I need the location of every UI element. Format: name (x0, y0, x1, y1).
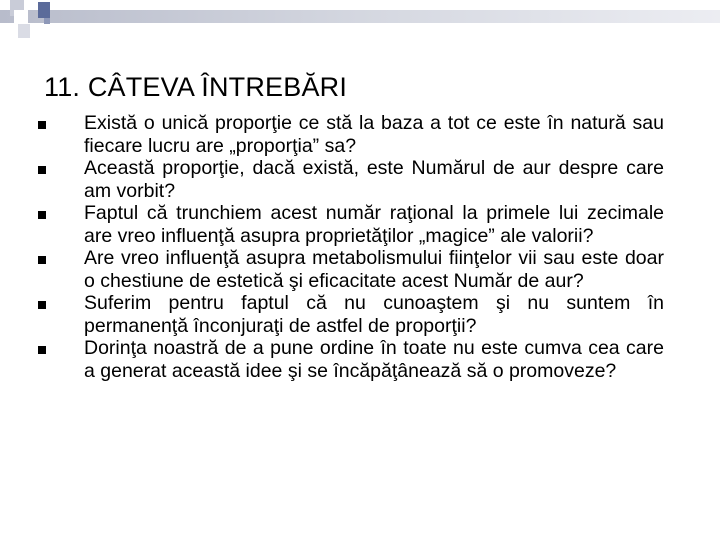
question-text: Există o unică proporţie ce stă la baza a tot ce este în natură sau fiecare lucru are „proporţia” sa? (84, 112, 664, 157)
question-item-4 (38, 247, 664, 292)
question-item-1 (38, 112, 664, 157)
question-list (38, 112, 664, 382)
question-item-2 (38, 157, 664, 202)
question-item-3 (38, 202, 664, 247)
slide-title: 11. CÂTEVA ÎNTREBĂRI (44, 72, 348, 102)
square-bullet-icon (38, 211, 46, 219)
square-bullet-icon (38, 346, 46, 354)
square-bullet-icon (38, 121, 46, 129)
question-text: Suferim pentru faptul că nu cunoaştem şi nu suntem în permanenţă înconjuraţi de astfel de proporţii? (84, 292, 664, 337)
square-bullet-icon (38, 301, 46, 309)
question-item-5 (38, 292, 664, 337)
square-bullet-icon (38, 256, 46, 264)
question-text: Această proporţie, dacă există, este Numărul de aur despre care am vorbit? (84, 157, 664, 202)
question-text: Dorinţa noastră de a pune ordine în toate nu este cumva cea care a generat această idee şi se încăpăţânează să o promoveze? (84, 337, 664, 382)
question-text: Faptul că trunchiem acest număr raţional la primele lui zecimale are vreo influenţă asupra proprietăţilor „magice” ale valorii? (84, 202, 664, 247)
decorative-header-squares (0, 0, 720, 50)
question-text: Are vreo influenţă asupra metabolismului fiinţelor vii sau este doar o chestiune de estetică şi eficacitate acest Număr de aur? (84, 247, 664, 292)
question-item-6 (38, 337, 664, 382)
square-bullet-icon (38, 166, 46, 174)
